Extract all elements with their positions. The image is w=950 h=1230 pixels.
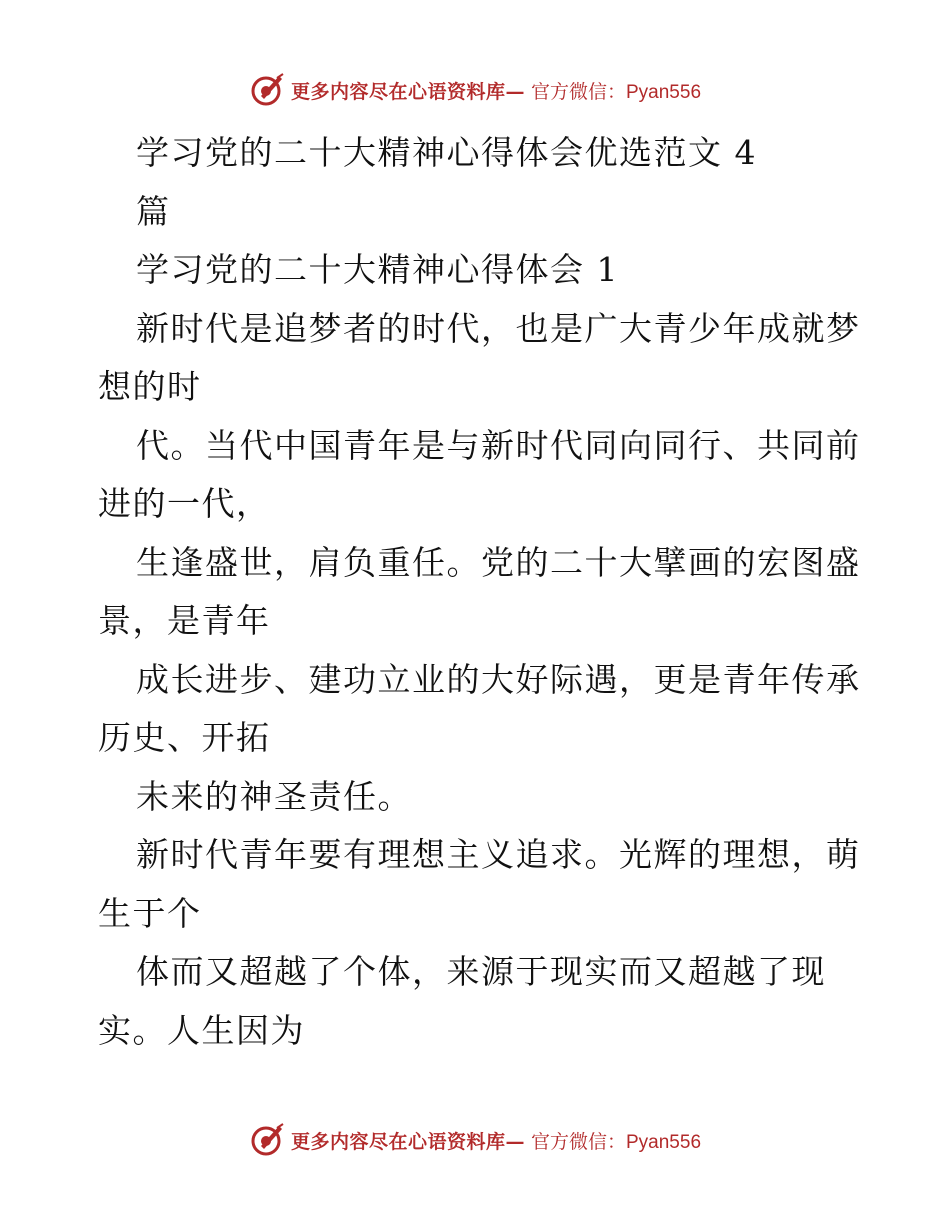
header-banner xyxy=(0,70,950,110)
paragraph-line: 新时代是追梦者的时代，也是广大青少年成就梦 xyxy=(136,308,861,348)
paragraph-line: 成长进步、建功立业的大好际遇，更是青年传承 xyxy=(136,659,861,699)
quill-logo-icon xyxy=(249,72,285,108)
banner-contact: 官方微信：Pyan556 xyxy=(531,1131,702,1153)
document-title-line: 学习党的二十大精神心得体会优选范文 4 xyxy=(136,133,757,172)
document-title-line: 篇 xyxy=(136,191,171,231)
banner-title: 更多内容尽在心语资料库— xyxy=(290,1130,525,1153)
section-heading: 学习党的二十大精神心得体会 1 xyxy=(136,250,619,289)
paragraph-line: 代。当代中国青年是与新时代同向同行、共同前 xyxy=(136,425,861,465)
banner-contact: 官方微信：Pyan556 xyxy=(531,81,702,103)
quill-logo-icon xyxy=(249,1122,285,1158)
footer-banner xyxy=(0,1120,950,1160)
paragraph-line: 新时代青年要有理想主义追求。光辉的理想，萌 xyxy=(136,835,861,874)
banner-title: 更多内容尽在心语资料库— xyxy=(290,80,525,103)
document-body xyxy=(98,124,861,1060)
paragraph-line: 实。人生因为 xyxy=(98,1010,305,1050)
paragraph-line: 生于个 xyxy=(98,893,202,933)
paragraph-line: 未来的神圣责任。 xyxy=(136,776,412,816)
paragraph-line: 景，是青年 xyxy=(98,601,271,640)
paragraph-line: 进的一代， xyxy=(98,484,271,523)
paragraph-line: 体而又超越了个体，来源于现实而又超越了现 xyxy=(136,952,826,991)
paragraph-line: 想的时 xyxy=(98,367,202,406)
paragraph-line: 历史、开拓 xyxy=(98,718,271,757)
paragraph-line: 生逢盛世，肩负重任。党的二十大擘画的宏图盛 xyxy=(136,542,861,582)
